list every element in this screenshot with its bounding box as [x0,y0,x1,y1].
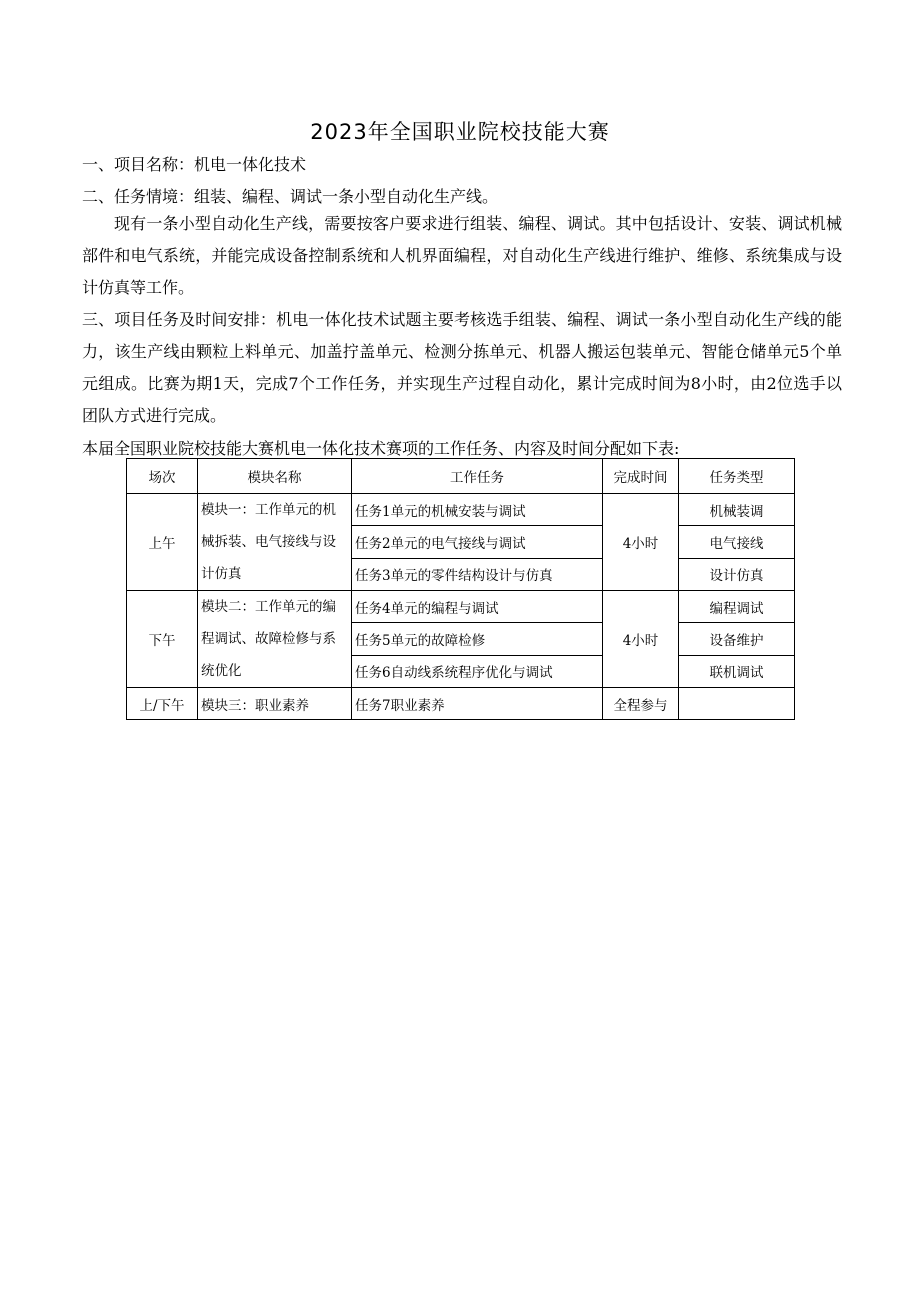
document-title: 2023年全国职业院校技能大赛 [310,120,610,144]
schedule-paragraph: 三、项目任务及时间安排：机电一体化技术试题主要考核选手组装、编程、调试一条小型自动化生产线的能力，该生产线由颗粒上料单元、加盖拧盖单元、检测分拣单元、机器人搬运包装单元、智能仓储单元5个单元组成。比赛为期1天，完成7个工作任务，并实现生产过程自动化，累计完成时间为8小时，由2位选手以团队方式进行完成。 [82,310,842,425]
task-cell: 任务7职业素养 [352,688,603,720]
task-schedule-table [126,458,795,720]
time-cell: 全程参与 [603,688,679,720]
table-caption: 本届全国职业院校技能大赛机电一体化技术赛项的工作任务、内容及时间分配如下表: [82,439,680,458]
table-row [127,494,795,526]
task-cell: 任务2单元的电气接线与调试 [352,526,603,558]
table-header-row [127,459,795,494]
time-cell: 4小时 [603,494,679,591]
type-cell: 联机调试 [679,655,795,687]
type-cell: 编程调试 [679,591,795,623]
header-time: 完成时间 [603,459,679,494]
table-row [127,591,795,623]
task-cell: 任务5单元的故障检修 [352,623,603,655]
module-cell: 模块一：工作单元的机械拆装、电气接线与设计仿真 [198,494,352,591]
header-type: 任务类型 [679,459,795,494]
header-session: 场次 [127,459,198,494]
module-cell: 模块二：工作单元的编程调试、故障检修与系统优化 [198,591,352,688]
type-cell: 设计仿真 [679,558,795,590]
task-cell: 任务6自动线系统程序优化与调试 [352,655,603,687]
type-cell: 机械装调 [679,494,795,526]
type-cell: 电气接线 [679,526,795,558]
type-cell: 设备维护 [679,623,795,655]
session-cell: 上/下午 [127,688,198,720]
header-task: 工作任务 [352,459,603,494]
header-module: 模块名称 [198,459,352,494]
task-cell: 任务3单元的零件结构设计与仿真 [352,558,603,590]
intro-paragraph: 现有一条小型自动化生产线，需要按客户要求进行组装、编程、调试。其中包括设计、安装、调试机械部件和电气系统，并能完成设备控制系统和人机界面编程，对自动化生产线进行维护、维修、系统集成与设计仿真等工作。 [82,214,842,297]
session-cell: 下午 [127,591,198,688]
task-cell: 任务1单元的机械安装与调试 [352,494,603,526]
table-row [127,688,795,720]
module-cell: 模块三：职业素养 [198,688,352,720]
task-cell: 任务4单元的编程与调试 [352,591,603,623]
task-context-line: 二、任务情境：组装、编程、调试一条小型自动化生产线。 [82,187,499,206]
session-cell: 上午 [127,494,198,591]
type-cell [679,688,795,720]
time-cell: 4小时 [603,591,679,688]
project-name-line: 一、项目名称：机电一体化技术 [82,155,307,174]
